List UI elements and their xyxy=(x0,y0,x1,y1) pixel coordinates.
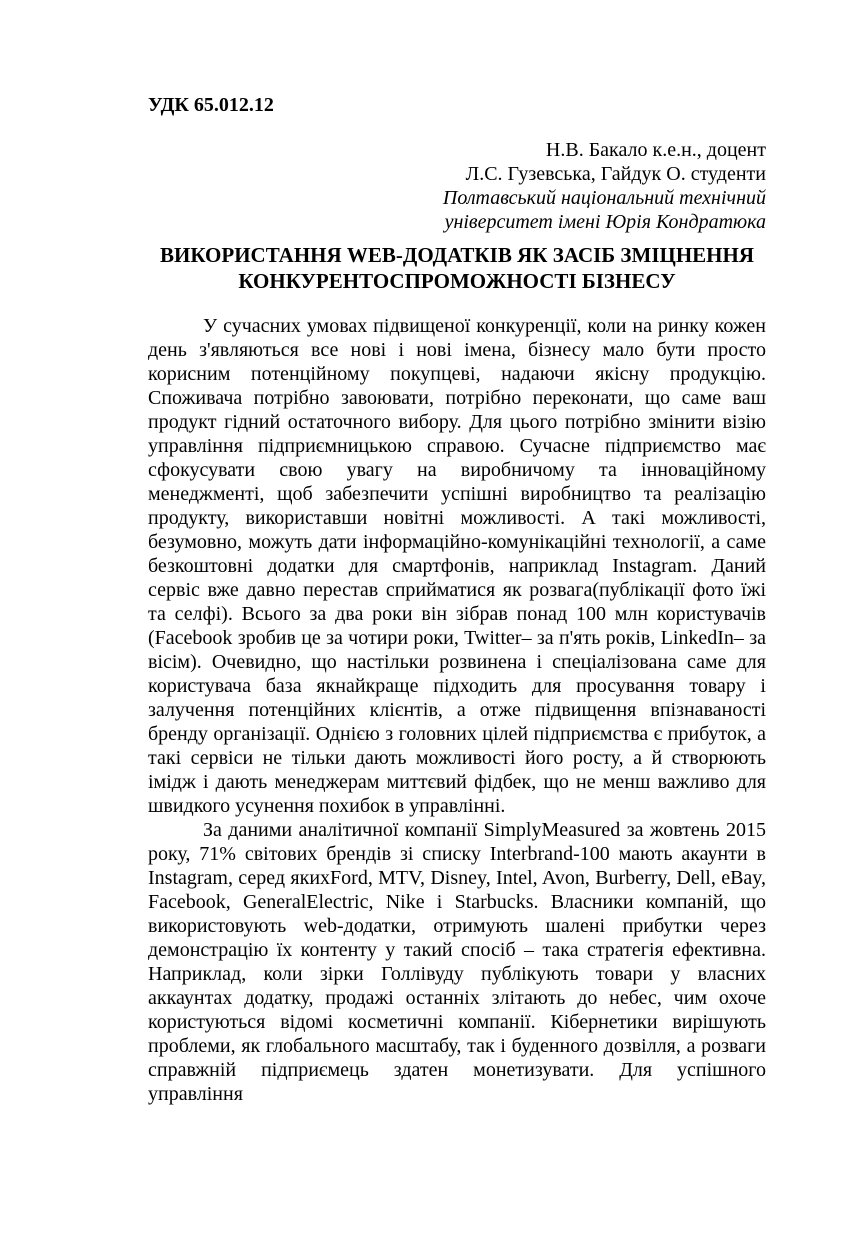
article-title xyxy=(148,242,766,294)
article-title-line-2: КОНКУРЕНТОСПРОМОЖНОСТІ БІЗНЕСУ xyxy=(238,269,676,293)
article-title-line-1: ВИКОРИСТАННЯ WEB-ДОДАТКІВ ЯК ЗАСІБ ЗМІЦНЕННЯ xyxy=(160,243,754,267)
affiliation-line-2: університет імені Юрія Кондратюка xyxy=(444,211,766,233)
affiliation-line-1: Полтавський національний технічний xyxy=(442,187,766,209)
author-block xyxy=(148,138,766,234)
article-body xyxy=(148,314,766,1106)
udc-code: УДК 65.012.12 xyxy=(148,94,274,116)
author-line-2: Л.С. Гузевська, Гайдук О. студенти xyxy=(465,163,766,185)
author-line-1: Н.В. Бакало к.е.н., доцент xyxy=(545,139,766,161)
body-paragraph-2: За даними аналітичної компанії SimplyMeasured за жовтень 2015 року, 71% світових брендів зі списку Interbrand-100 мають акаунти в Instagram, серед якихFord, MTV, Disney, Intel, Avon, Burberry, Dell, eBay, Facebook, GeneralElectric, Nike і Starbucks. Власники компаній, що використовують web-додатки, отримують шалені прибутки через демонстрацію їх контенту у такий спосіб – така стратегія ефективна. Наприклад, коли зірки Голлівуду публікують товари у власних аккаунтах додатку, продажі останніх злітають до небес, чим охоче користуються відомі косметичні компанії. Кібернетики вирішують проблеми, як глобального масштабу, так і буденного дозвілля, а розваги справжній підприємець здатен монетизувати. Для успішного управління xyxy=(148,819,766,1105)
body-paragraph-1: У сучасних умовах підвищеної конкуренції, коли на ринку кожен день з'являються все нові і нові імена, бізнесу мало бути просто корисним потенційному покупцеві, надаючи якісну продукцію. Споживача потрібно завоювати, потрібно переконати, що саме ваш продукт гідний остаточного вибору. Для цього потрібно змінити візію управління підприємницькою справою. Сучасне підприємство має сфокусувати свою увагу на виробничому та інноваційному менеджменті, щоб забезпечити успішні виробництво та реалізацію продукту, використавши новітні можливості. А такі можливості, безумовно, можуть дати інформаційно-комунікаційні технології, а саме безкоштовні додатки для смартфонів, наприклад Instagram. Даний сервіс вже давно перестав сприйматися як розвага(публікації фото їжі та селфі). Всього за два роки він зібрав понад 100 млн користувачів (Facebook зробив це за чотири роки, Twitter– за п'ять років, LinkedIn– за вісім). Очевидно, що настільки розвинена і спеціалізована саме для користувача база якнайкраще підходить для просування товару і залучення потенційних клієнтів, а отже підвищення впізнаваності бренду організації. Однією з головних цілей підприємства є прибуток, а такі сервіси не тільки дають можливості його росту, а й створюють імідж і дають менеджерам миттєвий фідбек, що не менш важливо для швидкого усунення похибок в управлінні. xyxy=(148,315,766,817)
